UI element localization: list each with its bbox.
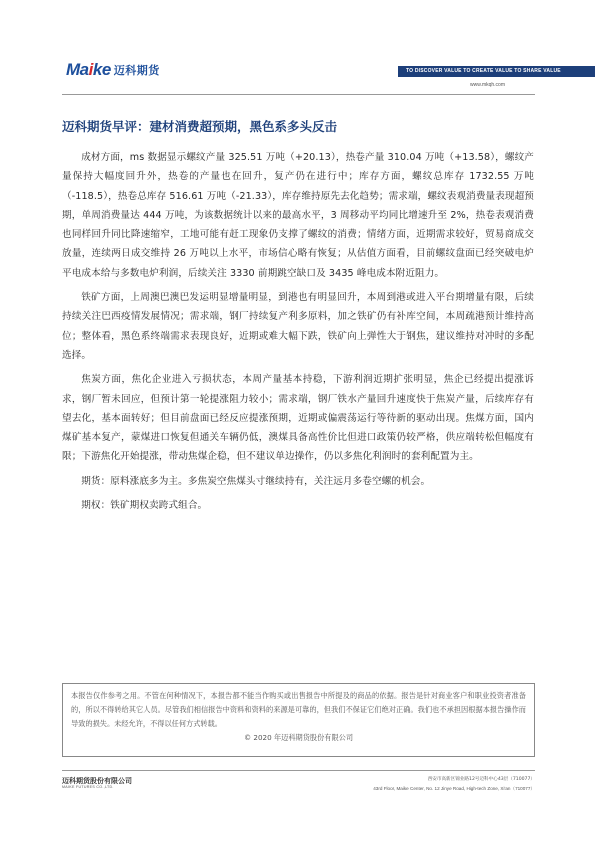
paragraph-iron-ore: 铁矿方面，上周澳巴澳巴发运明显增量明显，到港也有明显回升，本周到港或进入平台期增量有限，后续持续关注巴西疫情发展情况；需求端，钢厂持续复产利多原料，加之铁矿仍有补库空间，本周疏港预计维持高位；整体看，黑色系终端需求表现良好，近期或难大幅下跌，铁矿向上弹性大于钢焦，建议维持对冲时的多配选择。 <box>62 292 534 361</box>
report-body <box>62 148 534 520</box>
logo-chinese-name: 迈科期货 <box>113 64 160 77</box>
logo-latin: Maike <box>66 60 111 79</box>
disclaimer-text: 本报告仅作参考之用。不管在何种情况下，本报告都不能当作购买或出售报告中所提及的商品的依据。报告是针对商业客户和职业投资者准备的，所以不得转给其它人员。尽管我们相信报告中资料和资料的来源是可靠的，但我们不保证它们绝对正确。我们也不承担因根据本报告操作而导致的损失。未经允许，不得以任何方式转载。 <box>71 691 526 728</box>
copyright-notice: © 2020 年迈科期货股份有限公司 <box>243 733 354 742</box>
footer-company-name: 迈科期货股份有限公司 <box>62 777 132 785</box>
footer-divider <box>62 770 535 771</box>
report-title: 迈科期货早评：建材消费超预期，黑色系多头反击 <box>62 119 338 134</box>
disclaimer-box <box>62 683 535 757</box>
paragraph-steel: 成材方面，ms 数据显示螺纹产量 325.51 万吨（+20.13），热卷产量 310.04 万吨（+13.58），螺纹产量保持大幅度回升外，热卷的产量也在回升，复产仍在进行中；库存方面，螺纹总库存 1732.55 万吨（-118.5），热卷总库存 516.61 万吨（-21.33），库存维持原先去化趋势；需求端，螺纹表观消费量表现超预期，单周消费量达 444 万吨，为该数据统计以来的最高水平，3 周移动平均同比增速升至 2%，热卷表观消费也同样回升同比降速缩窄，工地可能有赶工现象仍支撑了螺纹的消费；情绪方面，近期需求较好，贸易商成交放量，连续两日成交维持 26 万吨以上水平，市场信心略有恢复；从估值方面看，目前螺纹盘面已经突破电炉平电成本给与多数电炉利润，后续关注 3330 前期跳空缺口及 3435 峰电成本附近阻力。 <box>62 152 534 279</box>
page-header <box>0 0 595 100</box>
footer-address-en: 43rd Floor, Maike Center, No. 12 Jinye Road, High-tech Zone, Xi'an（710077） <box>373 786 535 791</box>
footer-company-name-en: MAIKE FUTURES CO.,LTD. <box>62 785 114 789</box>
company-logo <box>66 60 160 80</box>
paragraph-futures-strategy: 期货：原料涨底多为主。多焦炭空焦煤头寸继续持有，关注远月多卷空螺的机会。 <box>81 475 431 487</box>
header-website: www.mkqh.com <box>470 82 506 88</box>
header-slogan-bar: TO DISCOVER VALUE TO CREATE VALUE TO SHARE VALUE <box>398 66 595 77</box>
paragraph-coke-coal: 焦炭方面，焦化企业进入亏损状态，本周产量基本持稳，下游利润近期扩张明显，焦企已经提出提涨诉求，钢厂暂未回应，但预计第一轮提涨阻力较小；需求端，钢厂铁水产量回升速度快于焦炭产量，后续库存有望去化，基本面转好；但目前盘面已经反应提涨预期，近期或偏震荡运行等待新的驱动出现。焦煤方面，国内煤矿基本复产，蒙煤进口恢复但通关车辆仍低，澳煤具备高性价比但进口政策仍较严格，供应端转松但幅度有限；下游焦化开始提涨，带动焦煤企稳，但不建议单边操作，仍以多焦化利润时的套利配置为主。 <box>62 374 534 463</box>
paragraph-options-strategy: 期权：铁矿期权卖跨式组合。 <box>81 500 208 512</box>
header-divider <box>62 94 535 95</box>
footer-address-cn: 西安市高新区锦业路12号迈科中心43层（710077） <box>427 777 535 782</box>
